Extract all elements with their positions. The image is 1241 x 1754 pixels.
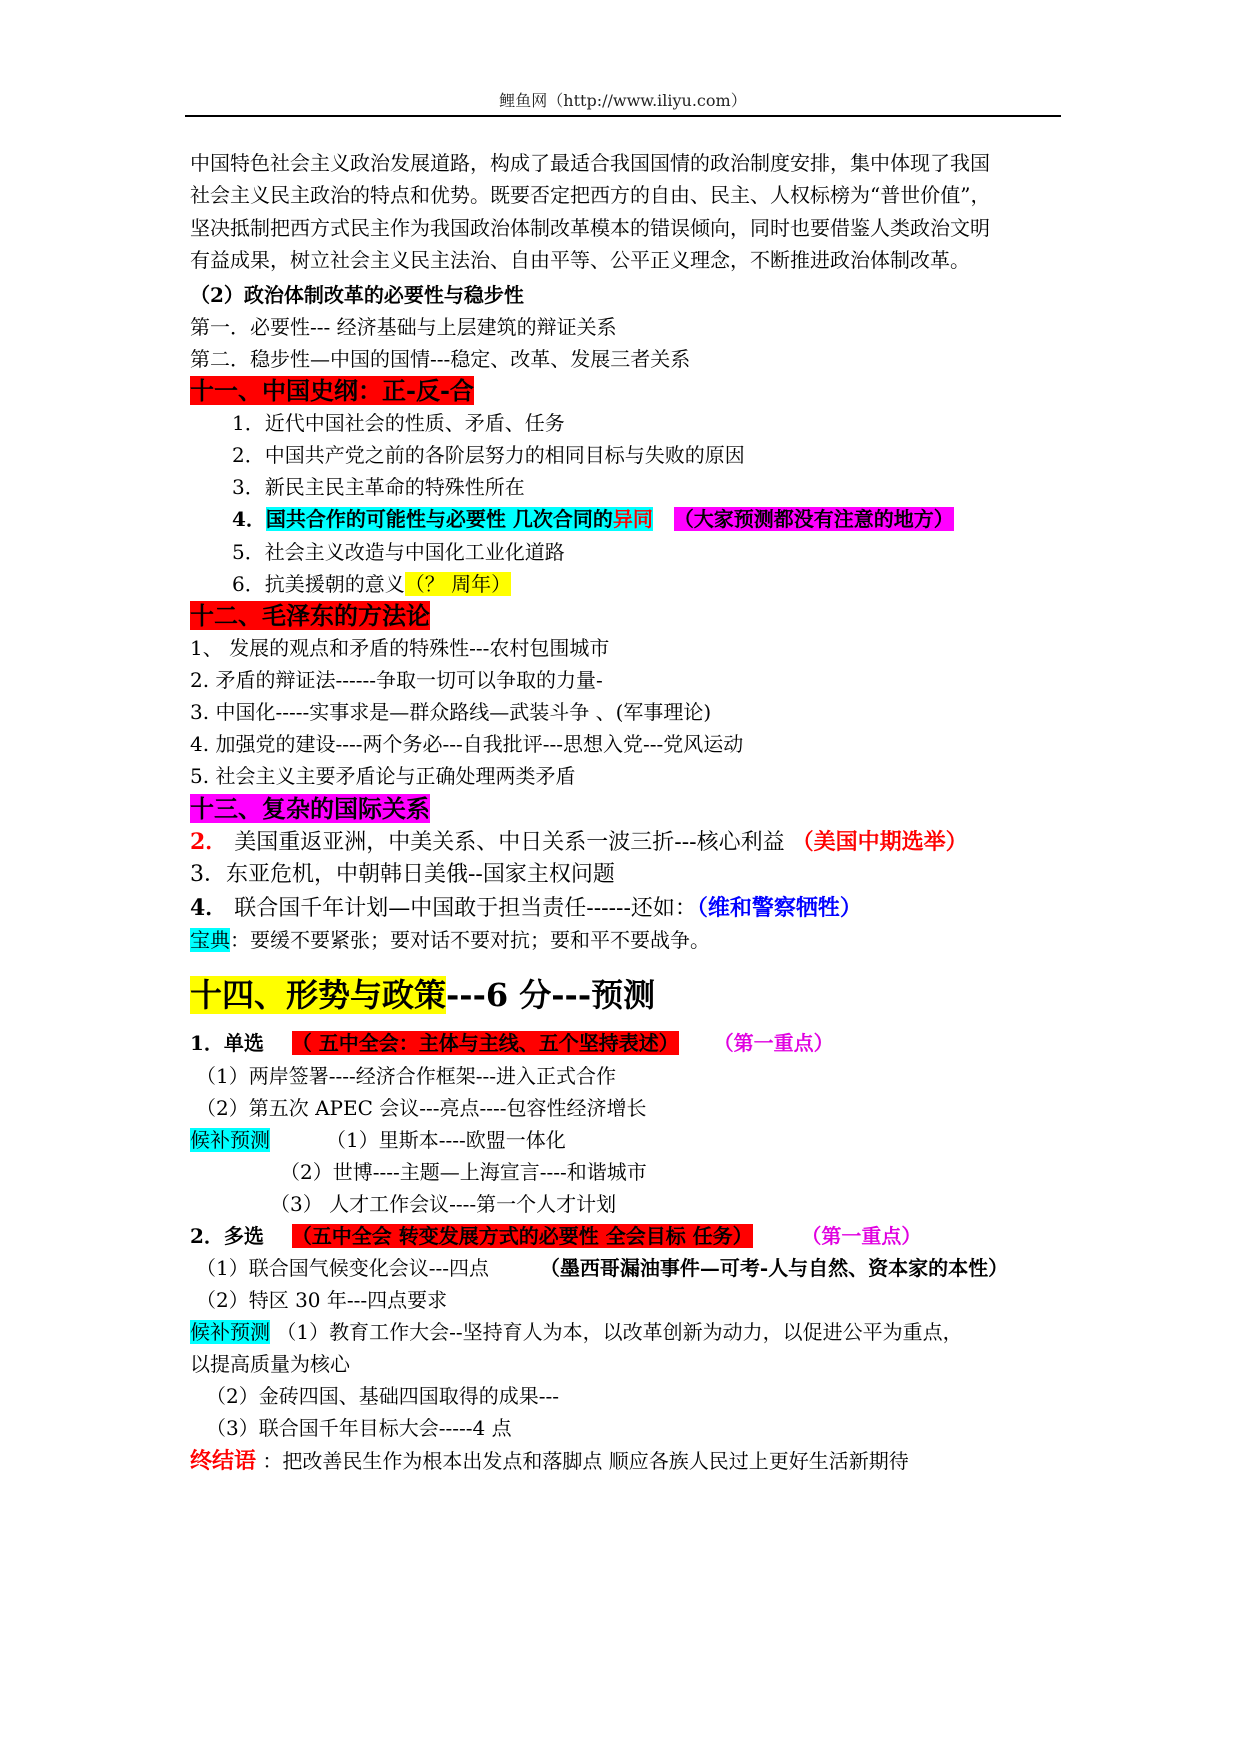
section-13-title: 十三、复杂的国际关系 (190, 794, 430, 823)
s14-single-2: （2）第五次 APEC 会议---亮点----包容性经济增长 (196, 1096, 647, 1120)
s12-item-1: 1、 发展的观点和矛盾的特殊性---农村包围城市 (190, 636, 610, 660)
backup-label-1: 候补预测 (190, 1128, 270, 1152)
s11-item-4 (232, 504, 954, 534)
header-rule (185, 115, 1061, 117)
s14-single-1: （1）两岸签署----经济合作框架---进入正式合作 (196, 1064, 617, 1088)
s13-item-4-note: （维和警察牺牲） (696, 895, 862, 921)
s11-item-6-text: 6．抗美援朝的意义 (232, 572, 405, 596)
s14-backup-multi-3: （3）联合国千年目标大会-----4 点 (206, 1416, 512, 1440)
s14-multi-2: （2）特区 30 年---四点要求 (196, 1288, 448, 1312)
s14-backup-multi (190, 1317, 963, 1347)
s14-backup-label-1 (190, 1125, 270, 1155)
multi-choice-tag: （第一重点） (801, 1224, 922, 1248)
s13-item-4 (190, 893, 862, 924)
section-12-heading (190, 601, 430, 632)
s12-item-5: 5. 社会主义主要矛盾论与正确处理两类矛盾 (190, 764, 576, 788)
single-choice-tag: （第一重点） (713, 1031, 834, 1055)
s14-multi-1 (196, 1253, 1008, 1283)
s12-item-3: 3. 中国化-----实事求是—群众路线—武装斗争 、(军事理论) (190, 700, 712, 724)
s11-item-3: 3．新民主民主革命的特殊性所在 (232, 475, 525, 499)
s12-item-4: 4. 加强党的建设----两个务必---自我批评---思想入党---党风运动 (190, 732, 744, 756)
s11-item-6 (232, 569, 511, 599)
s11-item-6-note: （？ 周年） (404, 572, 512, 596)
s13-item-2-note: （美国中期选举） (791, 829, 968, 855)
s11-item-4-num: 4． (232, 507, 266, 531)
intro-line-3: 坚决抵制把西方式民主作为我国政治体制改革模本的错误倾向，同时也要借鉴人类政治文明 (190, 216, 990, 240)
s13-baodian (190, 925, 710, 955)
s13-item-2-text: 美国重返亚洲，中美关系、中日关系一波三折---核心利益 (227, 830, 792, 855)
closing-text: ：把改善民生作为根本出发点和落脚点 顺应各族人民过上更好生活新期待 (256, 1449, 909, 1473)
section-14-heading (190, 975, 655, 1015)
s13-item-4-text: 联合国千年计划—中国敢于担当责任------还如： (227, 896, 697, 921)
single-choice-label: 1．单选 (190, 1031, 264, 1055)
s14-backup-2: （2）世博----主题—上海宣言----和谐城市 (280, 1160, 647, 1184)
multi-choice-label: 2．多选 (190, 1224, 264, 1248)
s13-item-2-num: 2． (190, 829, 228, 855)
s14-single-choice (190, 1028, 834, 1058)
s11-item-4-note: （大家预测都没有注意的地方） (673, 507, 954, 531)
baodian-label: 宝典 (190, 928, 230, 952)
single-choice-highlight: （ 五中全会：主体与主线、五个坚持表述） (291, 1031, 679, 1055)
s11-item-2: 2．中国共产党之前的各阶层努力的相同目标与失败的原因 (232, 443, 745, 467)
baodian-text: ：要缓不要紧张；要对话不要对抗；要和平不要战争。 (230, 928, 710, 952)
s13-item-2 (190, 827, 968, 858)
section-11-heading (190, 376, 474, 407)
intro-line-4: 有益成果，树立社会主义民主法治、自由平等、公平正义理念，不断推进政治体制改革。 (190, 248, 970, 272)
subheading-reform: （2）政治体制改革的必要性与稳步性 (190, 283, 524, 307)
intro-line-1: 中国特色社会主义政治发展道路，构成了最适合我国国情的政治制度安排，集中体现了我国 (190, 151, 990, 175)
point-necessity: 第一．必要性--- 经济基础与上层建筑的辩证关系 (190, 315, 617, 339)
s14-backup-3: （3） 人才工作会议----第一个人才计划 (270, 1192, 617, 1216)
backup-multi-1: （1）教育工作大会--坚持育人为本，以改革创新为动力，以促进公平为重点， (270, 1320, 963, 1344)
section-14-title-suffix: ---6 分---预测 (446, 976, 656, 1014)
s11-item-4-text: 国共合作的可能性与必要性 几次合同的 (265, 507, 613, 531)
s14-backup-multi-cont: 以提高质量为核心 (190, 1352, 350, 1376)
multi-choice-highlight: （五中全会 转变发展方式的必要性 全会目标 任务） (291, 1224, 753, 1248)
section-11-title: 十一、中国史纲：正-反-合 (190, 376, 474, 405)
s11-item-4-highlight (266, 507, 653, 531)
section-12-title: 十二、毛泽东的方法论 (190, 601, 430, 630)
s13-item-4-num: 4． (190, 895, 228, 921)
s14-backup-1: （1）里斯本----欧盟一体化 (326, 1128, 566, 1152)
intro-line-2: 社会主义民主政治的特点和优势。既要否定把西方的自由、民主、人权标榜为“普世价值”， (190, 183, 991, 207)
s12-item-2: 2. 矛盾的辩证法------争取一切可以争取的力量- (190, 668, 603, 692)
section-13-heading (190, 794, 430, 825)
closing-line (190, 1446, 909, 1476)
point-steadiness: 第二．稳步性—中国的国情---稳定、改革、发展三者关系 (190, 347, 691, 371)
section-14-title: 十四、形势与政策 (190, 976, 447, 1014)
multi-1-note: （墨西哥漏油事件—可考-人与自然、资本家的本性） (539, 1256, 1009, 1280)
s11-item-1: 1．近代中国社会的性质、矛盾、任务 (232, 411, 565, 435)
s11-item-4-yitong: 异同 (612, 507, 653, 531)
s14-multi-choice (190, 1221, 921, 1251)
multi-1-text: （1）联合国气候变化会议---四点 (196, 1256, 489, 1280)
page-header: 鲤鱼网（http://www.iliyu.com） (499, 91, 747, 110)
s11-item-5: 5．社会主义改造与中国化工业化道路 (232, 540, 565, 564)
s14-backup-multi-2: （2）金砖四国、基础四国取得的成果--- (206, 1384, 559, 1408)
closing-label: 终结语 (190, 1448, 257, 1474)
backup-label-2: 候补预测 (190, 1320, 270, 1344)
s13-item-3: 3．东亚危机，中朝韩日美俄--国家主权问题 (190, 862, 615, 887)
